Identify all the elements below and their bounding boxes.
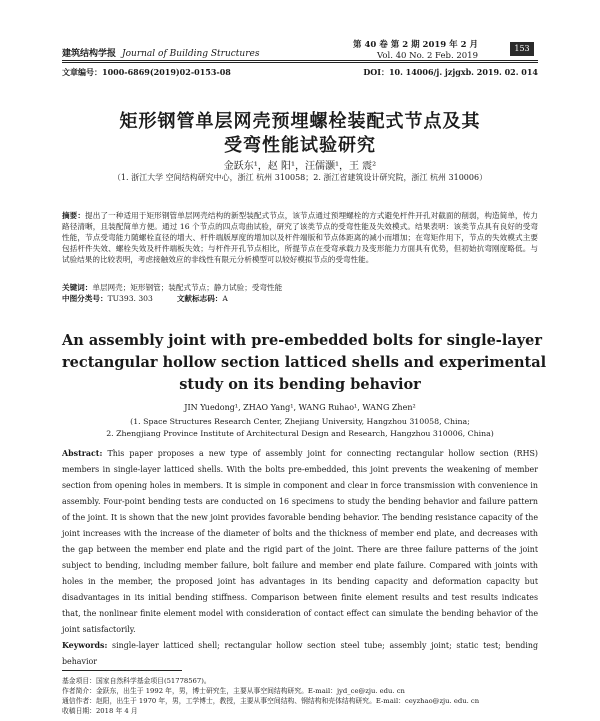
- footnote-fund: 基金项目：国家自然科学基金项目(51778567)。: [62, 677, 211, 685]
- issue-info-zh: 第 40 卷 第 2 期 2019 年 2 月: [353, 40, 478, 50]
- classification-label: 中图分类号：: [62, 294, 108, 303]
- authors-en: JIN Yuedong¹, ZHAO Yang¹, WANG Ruhao¹, WANG Zhen²: [184, 403, 416, 412]
- affiliations-zh: （1. 浙江大学 空间结构研究中心，浙江 杭州 310058；2. 浙江省建筑设计研究院，浙江 杭州 310006）: [112, 173, 488, 182]
- footnote-corresponding-author: 通信作者：赵阳，出生于 1970 年，男，工学博士，教授，主要从事空间结构、钢结构和壳体结构研究。E-mail：ceyzhao@zju. edu. cn: [62, 697, 480, 705]
- title-zh-line-1: 矩形钢管单层网壳预埋螺栓装配式节点及其: [119, 111, 481, 132]
- title-en-line-3: study on its bending behavior: [179, 376, 421, 393]
- footnote-first-author: 作者简介：金跃东，出生于 1992 年，男，博士研究生，主要从事空间结构研究。E-mail：jyd_ce@zju. edu. cn: [62, 687, 405, 695]
- keywords-en-text: single-layer latticed shell; rectangular hollow section steel tube; assembly joint; static test; bending behavior: [62, 641, 538, 666]
- issue-info: [353, 40, 478, 62]
- keywords-zh: [62, 282, 282, 293]
- affiliation-en-1: (1. Space Structures Research Center, Zhejiang University, Hangzhou 310058, China;: [130, 417, 470, 426]
- issue-info-en: Vol. 40 No. 2 Feb. 2019: [377, 51, 478, 61]
- abstract-zh-text: 提出了一种适用于矩形钢管单层网壳结构的新型装配式节点，该节点通过预埋螺栓的方式避免杆件开孔对截面的削弱，构造简单，传力路径清晰，且装配简单方便。通过 16 个节点的四点弯曲试验，研究了该类节点的受弯性能及失效模式。结果表明：该类节点具有良好的受弯性能，节点受弯能力随螺栓直径的增大、杆件端版厚度的增加以及杆件端版和节点体距离的减小而增加；在弯矩作用下，节点的失效模式主要包括杆件失效、螺栓失效及杆件端板失效；与杆件开孔节点相比，所提节点在受弯承载力及变形能力方面具有优势，但初始抗弯刚度略低。与试验结果的比较表明，考虑接触效应的非线性有限元分析模型可以较好模拟节点的受弯性能。: [62, 211, 539, 264]
- document-code-label: 文献标志码：: [176, 294, 223, 303]
- keywords-zh-label: 关键词：: [62, 283, 93, 292]
- article-number: 文章编号：1000-6869(2019)02-0153-08: [62, 67, 231, 77]
- authors-zh: 金跃东¹，赵 阳¹，汪儒灏¹，王 震²: [223, 161, 377, 172]
- title-en-line-2: rectangular hollow section latticed shells and experimental: [62, 354, 547, 371]
- footnote-rule: [62, 670, 182, 671]
- title-en-line-1: An assembly joint with pre-embedded bolts for single-layer: [62, 332, 543, 349]
- header-rule: [62, 60, 538, 61]
- affiliation-en-2: 2. Zhengjiang Province Institute of Architectural Design and Research, Hangzhou 310006, China): [106, 429, 494, 438]
- page-number: 153: [510, 42, 534, 56]
- classification-zh: [62, 293, 228, 304]
- journal-name-en: Journal of Building Structures: [122, 49, 260, 59]
- document-code: A: [222, 294, 228, 303]
- abstract-zh: [62, 210, 538, 265]
- abstract-en: [62, 446, 538, 670]
- classification-code: TU393. 303: [107, 294, 153, 303]
- abstract-en-text: This paper proposes a new type of assembly joint for connecting rectangular hollow section (RHS) members in single-layer latticed shells. With the bolts pre-embedded, this joint prevents the weakening of member section from opening holes in members. It is simple in component and clear in force transmission with convenience in assembly. Four-point bending tests are conducted on 16 specimens to study the bending behavior and failure pattern of the joint. It is shown that the new joint provides favorable bending behavior. The bending resistance capacity of the joint increases with the increase of the diameter of bolts and the thickness of member end plate, and decreases with the gap between the member end plate and the rigid part of the joint. There are three failure patterns of the joint subject to bending, including member failure, bolt failure and member end plate failure. Compared with joints with holes in the member, the proposed joint has advantages in its bending capacity and deformation capacity but disadvantages in its initial bending stiffness. Comparison between finite element results and test results indicates that, the nonlinear finite element model with consideration of contact effect can simulate the bending behavior of the joint satisfactorily.: [62, 449, 538, 634]
- header-rule-thin: [62, 62, 538, 63]
- title-zh-line-2: 受弯性能试验研究: [224, 135, 376, 156]
- footnote-received-date: 收稿日期：2018 年 4 月: [62, 707, 138, 715]
- journal-name: [62, 46, 259, 59]
- journal-name-zh: 建筑结构学报: [62, 49, 117, 59]
- keywords-zh-text: 单层网壳；矩形钢管；装配式节点；静力试验；受弯性能: [92, 283, 283, 292]
- abstract-zh-label: 摘要：: [62, 211, 86, 220]
- keywords-en-label: Keywords:: [62, 641, 108, 650]
- doi: DOI：10. 14006/j. jzjgxb. 2019. 02. 014: [363, 67, 538, 77]
- abstract-en-label: Abstract:: [62, 449, 103, 458]
